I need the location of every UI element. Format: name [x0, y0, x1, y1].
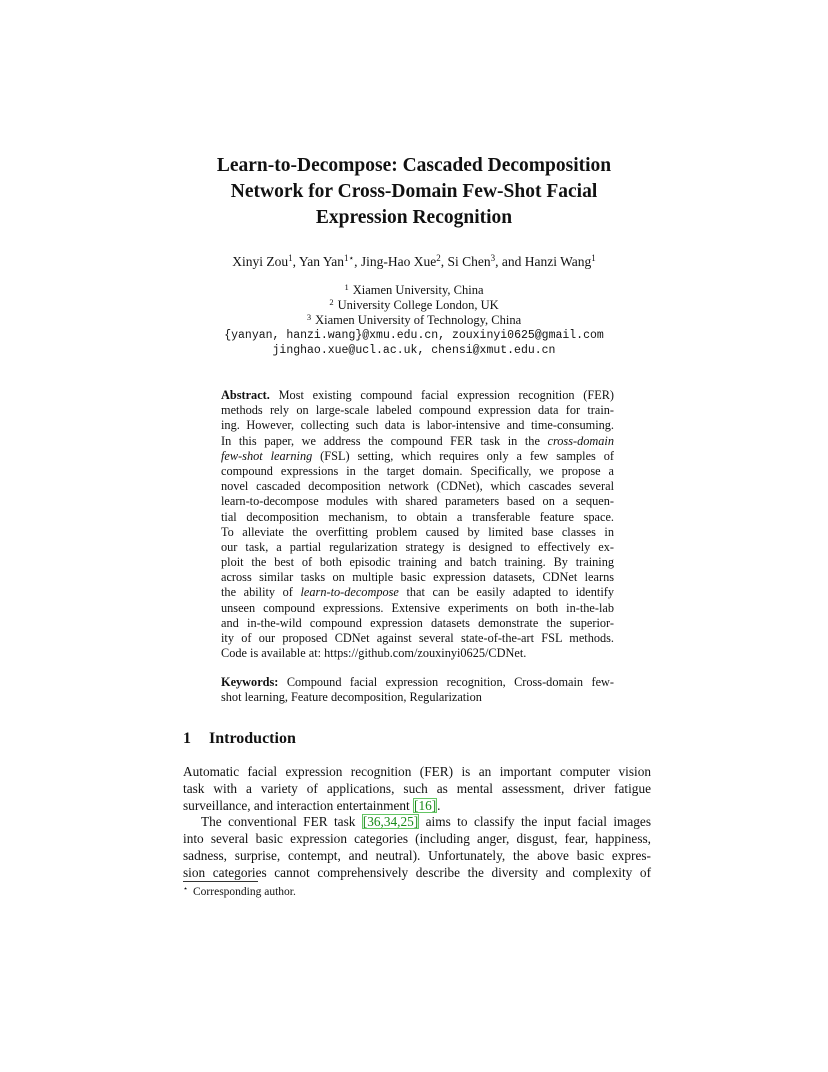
author-affiliation-mark: 3 [490, 253, 496, 263]
footnote-text: Corresponding author. [193, 886, 296, 898]
abstract-line [221, 434, 614, 449]
abstract-text: that can be easily adapted to identify [398, 585, 614, 600]
body-line [183, 798, 651, 815]
author-affiliation-mark: 1⋆ [343, 253, 355, 263]
abstract-text: the ability of [221, 585, 301, 600]
abstract-line [221, 585, 614, 600]
body-line: sadness, surprise, contempt, and neutral). Unfortunately, the above basic expres- [183, 847, 651, 863]
abstract-text: In this paper, we address the compound FER task in the [221, 433, 548, 448]
title-line: Network for Cross-Domain Few-Shot Facial [230, 181, 598, 202]
body-line: sion categories cannot comprehensively describe the diversity and complexity of [183, 864, 651, 880]
footnote [183, 886, 296, 898]
abstract-line: ing. However, collecting such data is labor-intensive and time-consuming. [221, 418, 614, 433]
body-line: Automatic facial expression recognition (FER) is an important computer vision [183, 764, 651, 779]
abstract-text: Most existing compound facial expression recognition (FER) [278, 388, 614, 402]
section-heading [183, 730, 296, 748]
author-list [100, 254, 728, 270]
email-line[interactable]: {yanyan, hanzi.wang}@xmu.edu.cn, zouxinyi0625@gmail.com [224, 329, 604, 342]
abstract-line: ploit the best of both episodic training and batch training. By training [221, 555, 614, 570]
body-text: . [437, 797, 441, 813]
abstract-line: compound expressions in the target domain. Specifically, we propose a [221, 463, 614, 478]
title-line: Learn-to-Decompose: Cascaded Decomposition [216, 155, 612, 176]
keywords-line: shot learning, Feature decomposition, Regularization [221, 690, 482, 705]
abstract-line: learn-to-decompose modules with shared parameters based on a sequen- [221, 494, 614, 509]
author-name: Xinyi Zou [232, 254, 289, 269]
abstract-label: Abstract. [221, 388, 270, 402]
section-title: Introduction [209, 730, 296, 747]
affiliation [100, 313, 728, 328]
section-number: 1 [183, 730, 191, 747]
body-text: The conventional FER task [201, 814, 362, 830]
introduction-body [183, 764, 651, 882]
affiliation-text: Xiamen University of Technology, China [315, 313, 522, 327]
author-separator: , [440, 254, 448, 269]
abstract-line: across similar tasks on multiple basic expression datasets, CDNet learns [221, 570, 614, 585]
abstract-line [221, 449, 614, 464]
abstract-line [221, 388, 614, 403]
body-text: aims to classify the input facial images [419, 814, 651, 830]
abstract-line: tial decomposition mechanism, to obtain a transferable feature space. [221, 509, 614, 524]
abstract [221, 388, 614, 661]
author-affiliation-mark: 2 [436, 253, 441, 263]
affiliation-text: University College London, UK [337, 298, 499, 312]
affiliation [100, 283, 728, 298]
author-name: Yan Yan [298, 254, 344, 269]
body-line: task with a variety of applications, such as mental assessment, driver fatigue [183, 780, 651, 796]
author-affiliation-mark: 1 [288, 253, 293, 263]
abstract-line: and in-the-wild compound expression datasets demonstrate the superior- [221, 615, 614, 630]
title-line: Expression Recognition [315, 207, 513, 228]
author-separator: , and [495, 254, 525, 269]
affiliation-mark: 1 [344, 282, 349, 292]
email-line[interactable]: jinghao.xue@ucl.ac.uk, chensi@xmut.edu.cn [272, 344, 556, 357]
keywords-text: Compound facial expression recognition, Cross-domain few- [286, 675, 615, 689]
author-affiliation-mark: 1 [591, 253, 596, 263]
affiliation-text: Xiamen University, China [352, 283, 484, 297]
keywords [221, 675, 614, 705]
author-name: Si Chen [447, 254, 491, 269]
abstract-text: (FSL) setting, which requires only a few samples of [312, 448, 614, 463]
body-text: surveillance, and interaction entertainment [183, 797, 414, 813]
footnote-mark: ⋆ [183, 884, 189, 893]
citation-link[interactable]: [16] [414, 797, 437, 813]
author-separator: , [354, 254, 361, 269]
footnote-rule [183, 881, 258, 882]
body-line [183, 814, 651, 831]
abstract-line: methods rely on large-scale labeled compound expression data for train- [221, 403, 614, 418]
abstract-emphasis: cross-domain [547, 433, 614, 448]
affiliation-mark: 2 [329, 297, 334, 307]
affiliation-mark: 3 [306, 312, 312, 322]
abstract-emphasis: few-shot learning [221, 448, 313, 463]
keywords-line [221, 675, 614, 690]
abstract-line: unseen compound expressions. Extensive experiments on both in-the-lab [221, 600, 614, 615]
citation-link[interactable]: [36,34,25] [362, 814, 419, 830]
abstract-line: our task, a partial regularization strategy is designed to effectively ex- [221, 539, 614, 554]
abstract-line: novel cascaded decomposition network (CDNet), which cascades several [221, 479, 614, 494]
body-line: into several basic expression categories (including anger, disgust, fear, happiness, [183, 831, 651, 847]
author-separator: , [292, 254, 299, 269]
paper-title [150, 153, 678, 231]
affiliation [100, 298, 728, 313]
keywords-label: Keywords: [221, 675, 279, 689]
author-name: Hanzi Wang [524, 254, 592, 269]
abstract-line: To alleviate the overfitting problem caused by limited base classes in [221, 524, 614, 539]
affiliations [100, 283, 728, 358]
abstract-line: Code is available at: https://github.com/zouxinyi0625/CDNet. [221, 646, 527, 661]
abstract-line: ity of our proposed CDNet against several state-of-the-art FSL methods. [221, 631, 614, 645]
author-name: Jing-Hao Xue [360, 254, 437, 269]
abstract-emphasis: learn-to-decompose [300, 585, 399, 600]
